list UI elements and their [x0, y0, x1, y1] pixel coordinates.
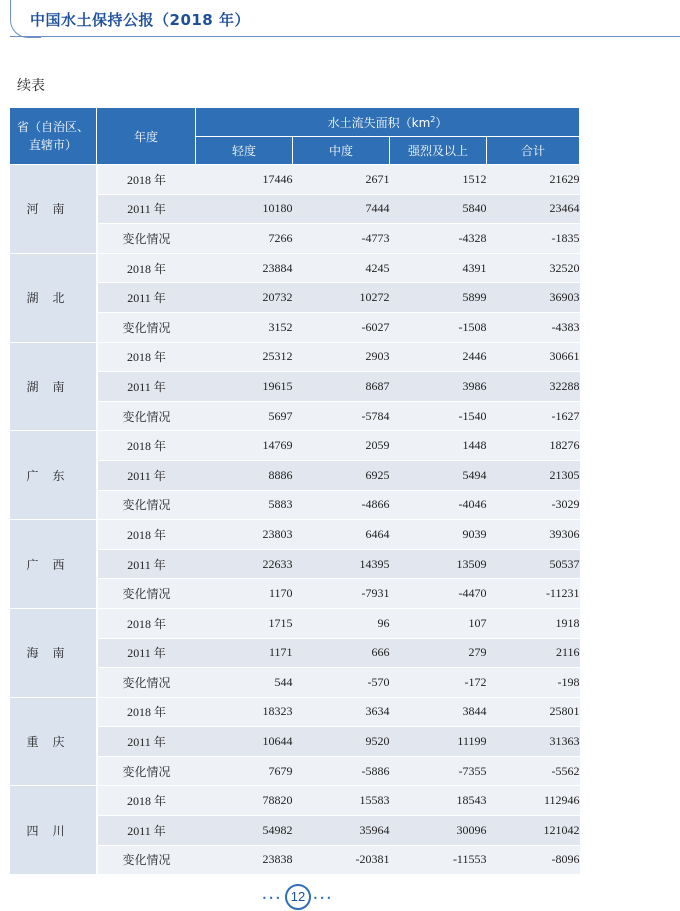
table-row — [10, 608, 580, 638]
value-cell: 2059 — [293, 431, 390, 461]
year-cell: 变化情况 — [97, 401, 196, 431]
value-cell: 23884 — [196, 253, 293, 283]
value-cell: -11553 — [390, 845, 487, 875]
value-cell: -1627 — [487, 401, 580, 431]
header-province-line2: 直辖市） — [28, 138, 77, 152]
year-cell: 2011 年 — [97, 816, 196, 846]
year-cell: 2018 年 — [97, 165, 196, 195]
year-cell: 2018 年 — [97, 608, 196, 638]
soil-erosion-table — [9, 107, 580, 875]
year-cell: 2011 年 — [97, 283, 196, 313]
value-cell: 35964 — [293, 816, 390, 846]
header-province — [10, 108, 97, 165]
value-cell: 3152 — [196, 312, 293, 342]
header-rule — [10, 36, 680, 37]
value-cell: 30661 — [487, 342, 580, 372]
province-cell: 四川 — [10, 786, 97, 875]
value-cell: 50537 — [487, 549, 580, 579]
value-cell: -6027 — [293, 312, 390, 342]
value-cell: -4866 — [293, 490, 390, 520]
header-erosion-area — [196, 108, 580, 137]
value-cell: -7355 — [390, 756, 487, 786]
value-cell: 4391 — [390, 253, 487, 283]
province-cell: 海南 — [10, 608, 97, 697]
value-cell: -198 — [487, 668, 580, 698]
value-cell: 15583 — [293, 786, 390, 816]
value-cell: 11199 — [390, 727, 487, 757]
table-row — [10, 165, 580, 195]
value-cell: -4470 — [390, 579, 487, 609]
value-cell: -7931 — [293, 579, 390, 609]
value-cell: -172 — [390, 668, 487, 698]
value-cell: 107 — [390, 608, 487, 638]
value-cell: -570 — [293, 668, 390, 698]
value-cell: 6464 — [293, 520, 390, 550]
value-cell: -8096 — [487, 845, 580, 875]
year-cell: 2011 年 — [97, 727, 196, 757]
value-cell: 32288 — [487, 372, 580, 402]
value-cell: -4773 — [293, 224, 390, 254]
value-cell: 36903 — [487, 283, 580, 313]
value-cell: -20381 — [293, 845, 390, 875]
value-cell: 10644 — [196, 727, 293, 757]
value-cell: 1171 — [196, 638, 293, 668]
value-cell: 544 — [196, 668, 293, 698]
value-cell: 7444 — [293, 194, 390, 224]
value-cell: -5886 — [293, 756, 390, 786]
year-cell: 2011 年 — [97, 460, 196, 490]
value-cell: 19615 — [196, 372, 293, 402]
page-title: 中国水土保持公报（2018 年） — [30, 11, 250, 29]
value-cell: 13509 — [390, 549, 487, 579]
value-cell: 1918 — [487, 608, 580, 638]
province-cell: 河南 — [10, 165, 97, 254]
value-cell: 2671 — [293, 165, 390, 195]
year-cell: 变化情况 — [97, 668, 196, 698]
value-cell: 112946 — [487, 786, 580, 816]
year-cell: 2011 年 — [97, 549, 196, 579]
table-row — [10, 253, 580, 283]
page-decoration-left: ••• — [262, 894, 283, 903]
value-cell: 32520 — [487, 253, 580, 283]
value-cell: 1715 — [196, 608, 293, 638]
page-number: 12 — [285, 884, 311, 910]
value-cell: 3986 — [390, 372, 487, 402]
value-cell: -1835 — [487, 224, 580, 254]
header-year: 年度 — [97, 108, 196, 165]
value-cell: 22633 — [196, 549, 293, 579]
value-cell: -1540 — [390, 401, 487, 431]
year-cell: 2011 年 — [97, 194, 196, 224]
table-row — [10, 697, 580, 727]
table-row — [10, 520, 580, 550]
value-cell: 7679 — [196, 756, 293, 786]
value-cell: 39306 — [487, 520, 580, 550]
value-cell: 5494 — [390, 460, 487, 490]
value-cell: 54982 — [196, 816, 293, 846]
value-cell: -5784 — [293, 401, 390, 431]
value-cell: 1170 — [196, 579, 293, 609]
value-cell: -5562 — [487, 756, 580, 786]
value-cell: 23838 — [196, 845, 293, 875]
value-cell: -11231 — [487, 579, 580, 609]
value-cell: 14395 — [293, 549, 390, 579]
value-cell: 3844 — [390, 697, 487, 727]
year-cell: 变化情况 — [97, 579, 196, 609]
value-cell: 3634 — [293, 697, 390, 727]
value-cell: 4245 — [293, 253, 390, 283]
value-cell: 30096 — [390, 816, 487, 846]
value-cell: -3029 — [487, 490, 580, 520]
value-cell: 96 — [293, 608, 390, 638]
value-cell: -4046 — [390, 490, 487, 520]
value-cell: 20732 — [196, 283, 293, 313]
value-cell: 21629 — [487, 165, 580, 195]
value-cell: 5883 — [196, 490, 293, 520]
value-cell: 23803 — [196, 520, 293, 550]
value-cell: 23464 — [487, 194, 580, 224]
value-cell: 279 — [390, 638, 487, 668]
header-light: 轻度 — [196, 137, 293, 165]
value-cell: 78820 — [196, 786, 293, 816]
value-cell: 14769 — [196, 431, 293, 461]
year-cell: 2018 年 — [97, 786, 196, 816]
year-cell: 变化情况 — [97, 490, 196, 520]
value-cell: 6925 — [293, 460, 390, 490]
header-total: 合计 — [487, 137, 580, 165]
province-cell: 湖北 — [10, 253, 97, 342]
value-cell: -4383 — [487, 312, 580, 342]
value-cell: 2903 — [293, 342, 390, 372]
value-cell: 21305 — [487, 460, 580, 490]
value-cell: 5697 — [196, 401, 293, 431]
page-header — [10, 0, 680, 38]
table-row — [10, 342, 580, 372]
year-cell: 2018 年 — [97, 697, 196, 727]
value-cell: 1448 — [390, 431, 487, 461]
year-cell: 2018 年 — [97, 253, 196, 283]
value-cell: 5840 — [390, 194, 487, 224]
value-cell: 18276 — [487, 431, 580, 461]
value-cell: 666 — [293, 638, 390, 668]
value-cell: 9039 — [390, 520, 487, 550]
year-cell: 2011 年 — [97, 638, 196, 668]
table-row — [10, 431, 580, 461]
value-cell: 2446 — [390, 342, 487, 372]
value-cell: 10180 — [196, 194, 293, 224]
value-cell: 10272 — [293, 283, 390, 313]
year-cell: 2018 年 — [97, 342, 196, 372]
year-cell: 2011 年 — [97, 372, 196, 402]
value-cell: 5899 — [390, 283, 487, 313]
header-severe: 强烈及以上 — [390, 137, 487, 165]
header-moderate: 中度 — [293, 137, 390, 165]
year-cell: 变化情况 — [97, 756, 196, 786]
continued-table-label: 续表 — [17, 78, 45, 94]
year-cell: 2018 年 — [97, 520, 196, 550]
value-cell: 31363 — [487, 727, 580, 757]
province-cell: 湖南 — [10, 342, 97, 431]
province-cell: 重庆 — [10, 697, 97, 786]
value-cell: 8886 — [196, 460, 293, 490]
year-cell: 变化情况 — [97, 312, 196, 342]
value-cell: 7266 — [196, 224, 293, 254]
value-cell: 18543 — [390, 786, 487, 816]
value-cell: -4328 — [390, 224, 487, 254]
year-cell: 变化情况 — [97, 224, 196, 254]
value-cell: 1512 — [390, 165, 487, 195]
value-cell: 25312 — [196, 342, 293, 372]
page-decoration-right: ••• — [313, 894, 334, 903]
province-cell: 广东 — [10, 431, 97, 520]
value-cell: -1508 — [390, 312, 487, 342]
year-cell: 变化情况 — [97, 845, 196, 875]
province-cell: 广西 — [10, 520, 97, 609]
header-erosion-area-label: 水土流失面积$(km^2)$ — [327, 114, 448, 130]
value-cell: 2116 — [487, 638, 580, 668]
value-cell: 17446 — [196, 165, 293, 195]
value-cell: 9520 — [293, 727, 390, 757]
value-cell: 18323 — [196, 697, 293, 727]
value-cell: 25801 — [487, 697, 580, 727]
table-row — [10, 786, 580, 816]
year-cell: 2018 年 — [97, 431, 196, 461]
value-cell: 8687 — [293, 372, 390, 402]
value-cell: 121042 — [487, 816, 580, 846]
header-province-line1: 省（自治区、 — [16, 120, 89, 134]
